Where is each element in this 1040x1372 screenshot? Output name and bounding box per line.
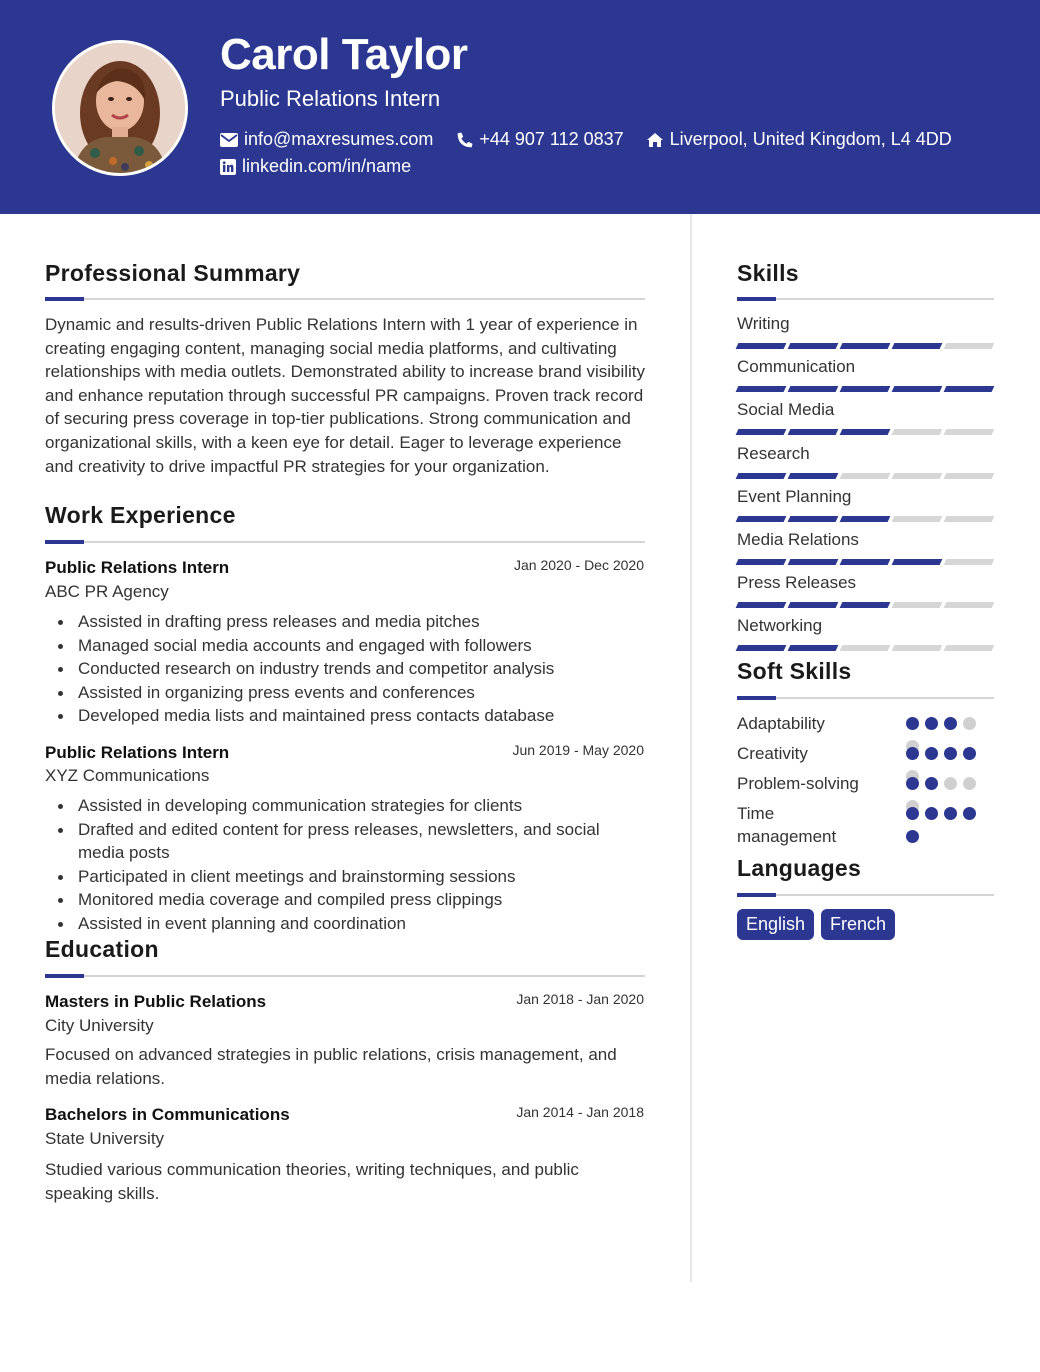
- skill-level-segment: [788, 429, 839, 435]
- soft-skills-heading: Soft Skills: [737, 658, 852, 684]
- skill-level-segment: [788, 559, 839, 565]
- skill-level-segment: [788, 645, 839, 651]
- skill-level-segment: [840, 602, 891, 608]
- job-company: ABC PR Agency: [45, 582, 169, 601]
- skill-level-segment: [892, 386, 943, 392]
- experience-heading: Work Experience: [45, 502, 236, 528]
- skill-level-segment: [788, 516, 839, 522]
- skill-level-segment: [892, 602, 943, 608]
- rating-dot: [944, 717, 957, 730]
- candidate-name: Carol Taylor: [220, 30, 468, 79]
- skill-level-bar: [737, 645, 993, 651]
- skill-label: Communication: [737, 357, 856, 377]
- job-title: Public Relations Intern: [45, 743, 230, 762]
- skill-level-segment: [944, 516, 995, 522]
- skill-level-segment: [736, 473, 787, 479]
- list-item: Participated in client meetings and brainstorming sessions: [78, 865, 644, 889]
- summary-heading: Professional Summary: [45, 260, 301, 286]
- languages-heading: Languages: [737, 855, 862, 881]
- skill-level-bar: [737, 473, 993, 479]
- skill-level-segment: [944, 386, 995, 392]
- degree-description: Studied various communication theories, writing techniques, and public speaking skills.: [45, 1160, 579, 1203]
- skill-level-segment: [892, 473, 943, 479]
- list-item: Assisted in event planning and coordination: [78, 912, 644, 936]
- skill-level-bar: [737, 559, 993, 565]
- rating-dot: [906, 717, 919, 730]
- section-rule: [45, 975, 645, 977]
- skill-label: Event Planning: [737, 486, 852, 506]
- language-badge: French: [821, 909, 895, 940]
- skill-level-segment: [892, 559, 943, 565]
- phone-icon: [457, 132, 473, 148]
- skill-label: Writing: [737, 314, 790, 333]
- skill-level-segment: [736, 516, 787, 522]
- soft-skill-label: Problem-solving: [737, 774, 859, 793]
- contact-row: [220, 129, 974, 150]
- school-name: State University: [45, 1129, 165, 1148]
- skill-level-segment: [736, 386, 787, 392]
- list-item: Assisted in drafting press releases and media pitches: [78, 610, 644, 634]
- summary-text: Dynamic and results-driven Public Relations Intern with 1 year of experience in creating engaging content, managing social media platforms, and cultivating relationships with media outlets. Demonstrated ability to increase brand visibility and enhance reputation through successful PR campaigns. Proven track record of securing press coverage in top-tier publications. Strong communication and organizational skills, with a keen eye for detail. Eager to leverage experience and creativity to drive impactful PR strategies for your organization.: [45, 315, 646, 476]
- skill-level-segment: [788, 473, 839, 479]
- rating-dot: [906, 747, 919, 760]
- degree-description: Focused on advanced strategies in public relations, crisis management, and media relations.: [45, 1045, 617, 1088]
- skill-level-bar: [737, 386, 993, 392]
- skill-level-segment: [736, 602, 787, 608]
- contact-email[interactable]: [220, 129, 433, 150]
- skill-level-segment: [840, 386, 891, 392]
- person-portrait-icon: [55, 43, 185, 173]
- skill-level-bar: [737, 516, 993, 522]
- list-item: Monitored media coverage and compiled press clippings: [78, 888, 644, 912]
- rating-dot: [925, 717, 938, 730]
- list-item: Conducted research on industry trends and competitor analysis: [78, 657, 644, 681]
- job-dates: Jan 2020 - Dec 2020: [514, 557, 644, 573]
- skill-label: Social Media: [737, 400, 835, 420]
- rating-dot: [925, 777, 938, 790]
- skill-level-segment: [944, 473, 995, 479]
- skill-level-segment: [788, 386, 839, 392]
- rating-dot: [944, 807, 957, 820]
- skill-level-segment: [840, 645, 891, 651]
- envelope-icon: [220, 133, 238, 147]
- degree-dates: Jan 2018 - Jan 2020: [516, 991, 644, 1007]
- degree-title: Bachelors in Communications: [45, 1105, 290, 1124]
- rating-dot: [963, 717, 976, 730]
- phone-text: +44 907 112 0837: [479, 129, 624, 149]
- skill-label: Media Relations: [737, 530, 859, 549]
- job-bullets: [78, 610, 644, 728]
- list-item: Assisted in developing communication strategies for clients: [78, 794, 644, 818]
- soft-skill-label: Adaptability: [737, 714, 825, 733]
- profile-photo: [52, 40, 188, 176]
- contact-row-2: [220, 156, 433, 177]
- degree-title: Masters in Public Relations: [45, 992, 267, 1011]
- skill-label: Networking: [737, 616, 823, 636]
- skill-level-segment: [840, 516, 891, 522]
- location-text: Liverpool, United Kingdom, L4 4DD: [669, 129, 952, 149]
- skill-level-segment: [736, 645, 787, 651]
- skill-level-segment: [736, 429, 787, 435]
- skill-level-segment: [736, 559, 787, 565]
- job-dates: Jun 2019 - May 2020: [512, 742, 644, 758]
- skill-level-segment: [840, 559, 891, 565]
- candidate-title: Public Relations Intern: [220, 86, 441, 111]
- column-divider: [690, 214, 692, 1282]
- section-rule: [45, 298, 645, 300]
- skill-level-segment: [944, 559, 995, 565]
- education-heading: Education: [45, 936, 159, 962]
- linkedin-text: linkedin.com/in/name: [242, 156, 412, 176]
- home-icon: [646, 132, 664, 148]
- section-rule: [737, 298, 994, 300]
- section-rule: [737, 697, 994, 699]
- rating-dot: [906, 807, 919, 820]
- list-item: Managed social media accounts and engaged with followers: [78, 634, 644, 658]
- skill-level-segment: [736, 343, 787, 349]
- skill-level-bar: [737, 602, 993, 608]
- rating-dot: [906, 777, 919, 790]
- contact-linkedin[interactable]: [220, 156, 411, 177]
- skill-level-segment: [788, 343, 839, 349]
- skill-level-segment: [944, 429, 995, 435]
- linkedin-icon: [220, 159, 236, 175]
- skill-level-bar: [737, 343, 993, 349]
- list-item: Drafted and edited content for press releases, newsletters, and social media posts: [78, 818, 644, 865]
- skill-level-segment: [892, 343, 943, 349]
- rating-dot: [963, 747, 976, 760]
- skill-level-bar: [737, 429, 993, 435]
- rating-dot: [944, 777, 957, 790]
- language-badge: English: [737, 909, 814, 940]
- resume-header: [0, 0, 1040, 214]
- skill-label: Research: [737, 443, 810, 463]
- section-rule: [737, 894, 994, 896]
- job-company: XYZ Communications: [45, 766, 210, 785]
- skill-level-segment: [892, 516, 943, 522]
- skill-level-segment: [892, 429, 943, 435]
- job-title: Public Relations Intern: [45, 558, 230, 577]
- skill-level-segment: [892, 645, 943, 651]
- skill-level-segment: [944, 645, 995, 651]
- skill-label: Press Releases: [737, 573, 857, 593]
- skill-level-segment: [840, 473, 891, 479]
- skill-level-segment: [944, 343, 995, 349]
- rating-dot: [925, 747, 938, 760]
- job-bullets: [78, 794, 644, 936]
- skill-level-segment: [840, 343, 891, 349]
- rating-dot: [944, 747, 957, 760]
- skills-heading: Skills: [737, 260, 799, 286]
- soft-skill-label: Creativity: [737, 744, 808, 763]
- rating-dot: [925, 807, 938, 820]
- section-rule: [45, 541, 645, 543]
- contact-location: [646, 129, 952, 150]
- soft-skill-rating: [906, 807, 976, 843]
- skill-level-segment: [840, 429, 891, 435]
- rating-dot: [963, 777, 976, 790]
- contact-phone[interactable]: [457, 129, 623, 150]
- email-text: info@maxresumes.com: [244, 129, 434, 149]
- list-item: Developed media lists and maintained press contacts database: [78, 704, 644, 728]
- list-item: Assisted in organizing press events and conferences: [78, 681, 644, 705]
- rating-dot: [963, 807, 976, 820]
- degree-dates: Jan 2014 - Jan 2018: [516, 1104, 644, 1120]
- skill-level-segment: [788, 602, 839, 608]
- skill-level-segment: [944, 602, 995, 608]
- rating-dot: [906, 830, 919, 843]
- soft-skill-label: Time management: [737, 804, 837, 846]
- school-name: City University: [45, 1016, 154, 1035]
